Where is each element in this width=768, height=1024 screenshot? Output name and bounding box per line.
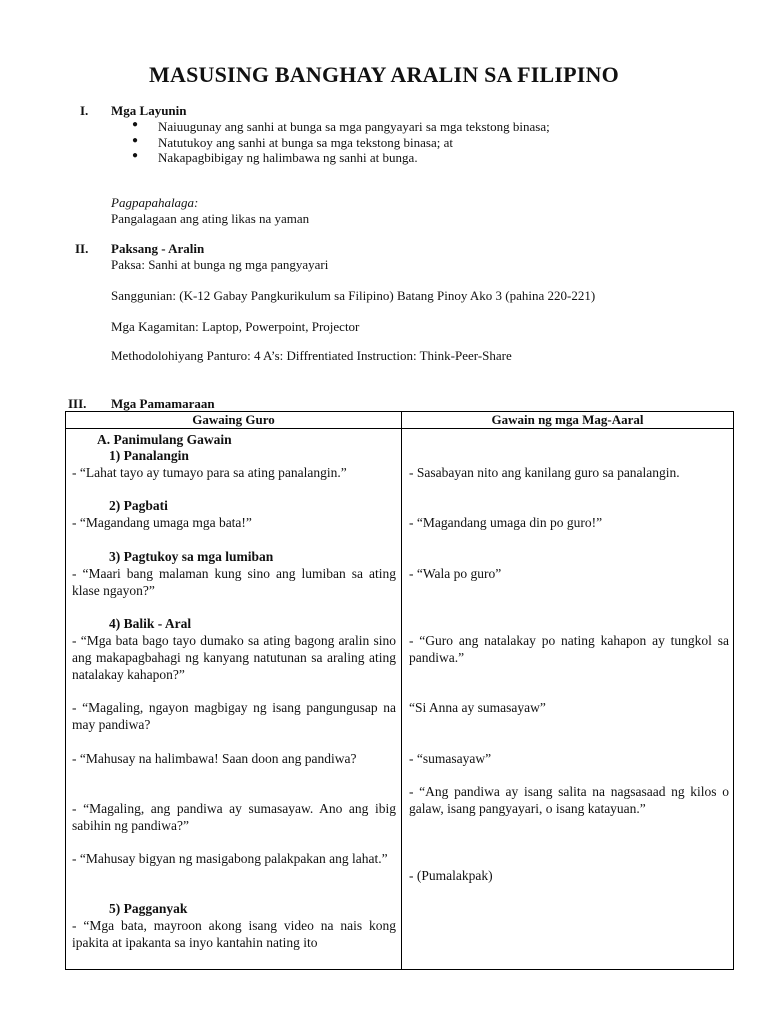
- section-3-heading: Mga Pamamaraan: [111, 396, 215, 411]
- guro-cell: [66, 429, 402, 970]
- aaral-line: - “Wala po guro”: [409, 566, 502, 581]
- table-row: [66, 429, 734, 970]
- aaral-line: - “Ang pandiwa ay isang salita na nagsasaad ng kilos o galaw, isang pangyayari, o isang katayuan.”: [409, 784, 729, 816]
- section-2-number: II.: [75, 241, 89, 256]
- values-text: Pangalagaan ang ating likas na yaman: [111, 211, 310, 226]
- methodolohiya-text: Methodolohiyang Panturo: 4 A’s: Diffrentiated Instruction: Think-Peer-Share: [111, 348, 512, 363]
- aaral-line: - “sumasayaw”: [409, 751, 492, 766]
- values-label: Pagpapahalaga:: [111, 195, 199, 210]
- guro-line: - “Magandang umaga mga bata!”: [72, 515, 252, 530]
- bullet-icon: ●: [132, 150, 139, 161]
- section-2-heading: Paksang - Aralin: [111, 241, 205, 256]
- document-title: MASUSING BANGHAY ARALIN SA FILIPINO: [149, 62, 619, 87]
- section-1-number: I.: [80, 103, 89, 118]
- step-4-heading: 4) Balik - Aral: [109, 616, 192, 631]
- step-2-heading: 2) Pagbati: [109, 498, 168, 513]
- sanggunian-text: Sanggunian: (K-12 Gabay Pangkurikulum sa Filipino) Batang Pinoy Ako 3 (pahina 220-221): [111, 288, 596, 303]
- procedure-table: [65, 411, 734, 970]
- bullet-icon: ●: [132, 135, 139, 146]
- guro-line: - “Mahusay na halimbawa! Saan doon ang pandiwa?: [72, 751, 357, 766]
- paksa-text: Paksa: Sanhi at bunga ng mga pangyayari: [111, 257, 329, 272]
- guro-line: - “Mga bata, mayroon akong isang video na nais kong ipakita at ipakanta sa inyo kantahin nating ito: [72, 918, 396, 950]
- objective-item: Nakapagbibigay ng halimbawa ng sanhi at bunga.: [158, 150, 418, 165]
- objective-item: Natutukoy ang sanhi at bunga sa mga tekstong binasa; at: [158, 135, 453, 150]
- guro-line: - “Maari bang malaman kung sino ang lumiban sa ating klase ngayon?”: [72, 566, 396, 598]
- section-1-heading: Mga Layunin: [111, 103, 187, 118]
- bullet-icon: ●: [132, 119, 139, 130]
- part-a-heading: A. Panimulang Gawain: [97, 432, 232, 447]
- objective-item: Naiuugunay ang sanhi at bunga sa mga pangyayari sa mga tekstong binasa;: [158, 119, 550, 134]
- aaral-line: - “Guro ang natalakay po nating kahapon ay tungkol sa pandiwa.”: [409, 633, 729, 665]
- step-5-heading: 5) Pagganyak: [109, 901, 188, 916]
- table-header-row: [66, 412, 734, 429]
- step-3-heading: 3) Pagtukoy sa mga lumiban: [109, 549, 274, 564]
- guro-line: - “Mahusay bigyan ng masigabong palakpakan ang lahat.”: [72, 851, 388, 866]
- guro-line: - “Magaling, ang pandiwa ay sumasayaw. Ano ang ibig sabihin ng pandiwa?”: [72, 801, 396, 833]
- guro-line: - “Lahat tayo ay tumayo para sa ating panalangin.”: [72, 465, 347, 480]
- guro-line: - “Magaling, ngayon magbigay ng isang pangungusap na may pandiwa?: [72, 700, 396, 732]
- column-header-guro: Gawaing Guro: [66, 412, 402, 429]
- aaral-line: - “Magandang umaga din po guro!”: [409, 515, 603, 530]
- aaral-cell: [402, 429, 734, 970]
- guro-line: - “Mga bata bago tayo dumako sa ating bagong aralin sino ang makapagbahagi ng kanyang natutunan sa araling ating natalakay kahapon?”: [72, 633, 396, 682]
- kagamitan-text: Mga Kagamitan: Laptop, Powerpoint, Projector: [111, 319, 360, 334]
- step-1-heading: 1) Panalangin: [109, 448, 189, 463]
- section-3-number: III.: [68, 396, 87, 411]
- aaral-line: - (Pumalakpak): [409, 868, 493, 883]
- aaral-line: - Sasabayan nito ang kanilang guro sa panalangin.: [409, 465, 680, 480]
- aaral-line: “Si Anna ay sumasayaw”: [409, 700, 546, 715]
- column-header-aaral: Gawain ng mga Mag-Aaral: [402, 412, 734, 429]
